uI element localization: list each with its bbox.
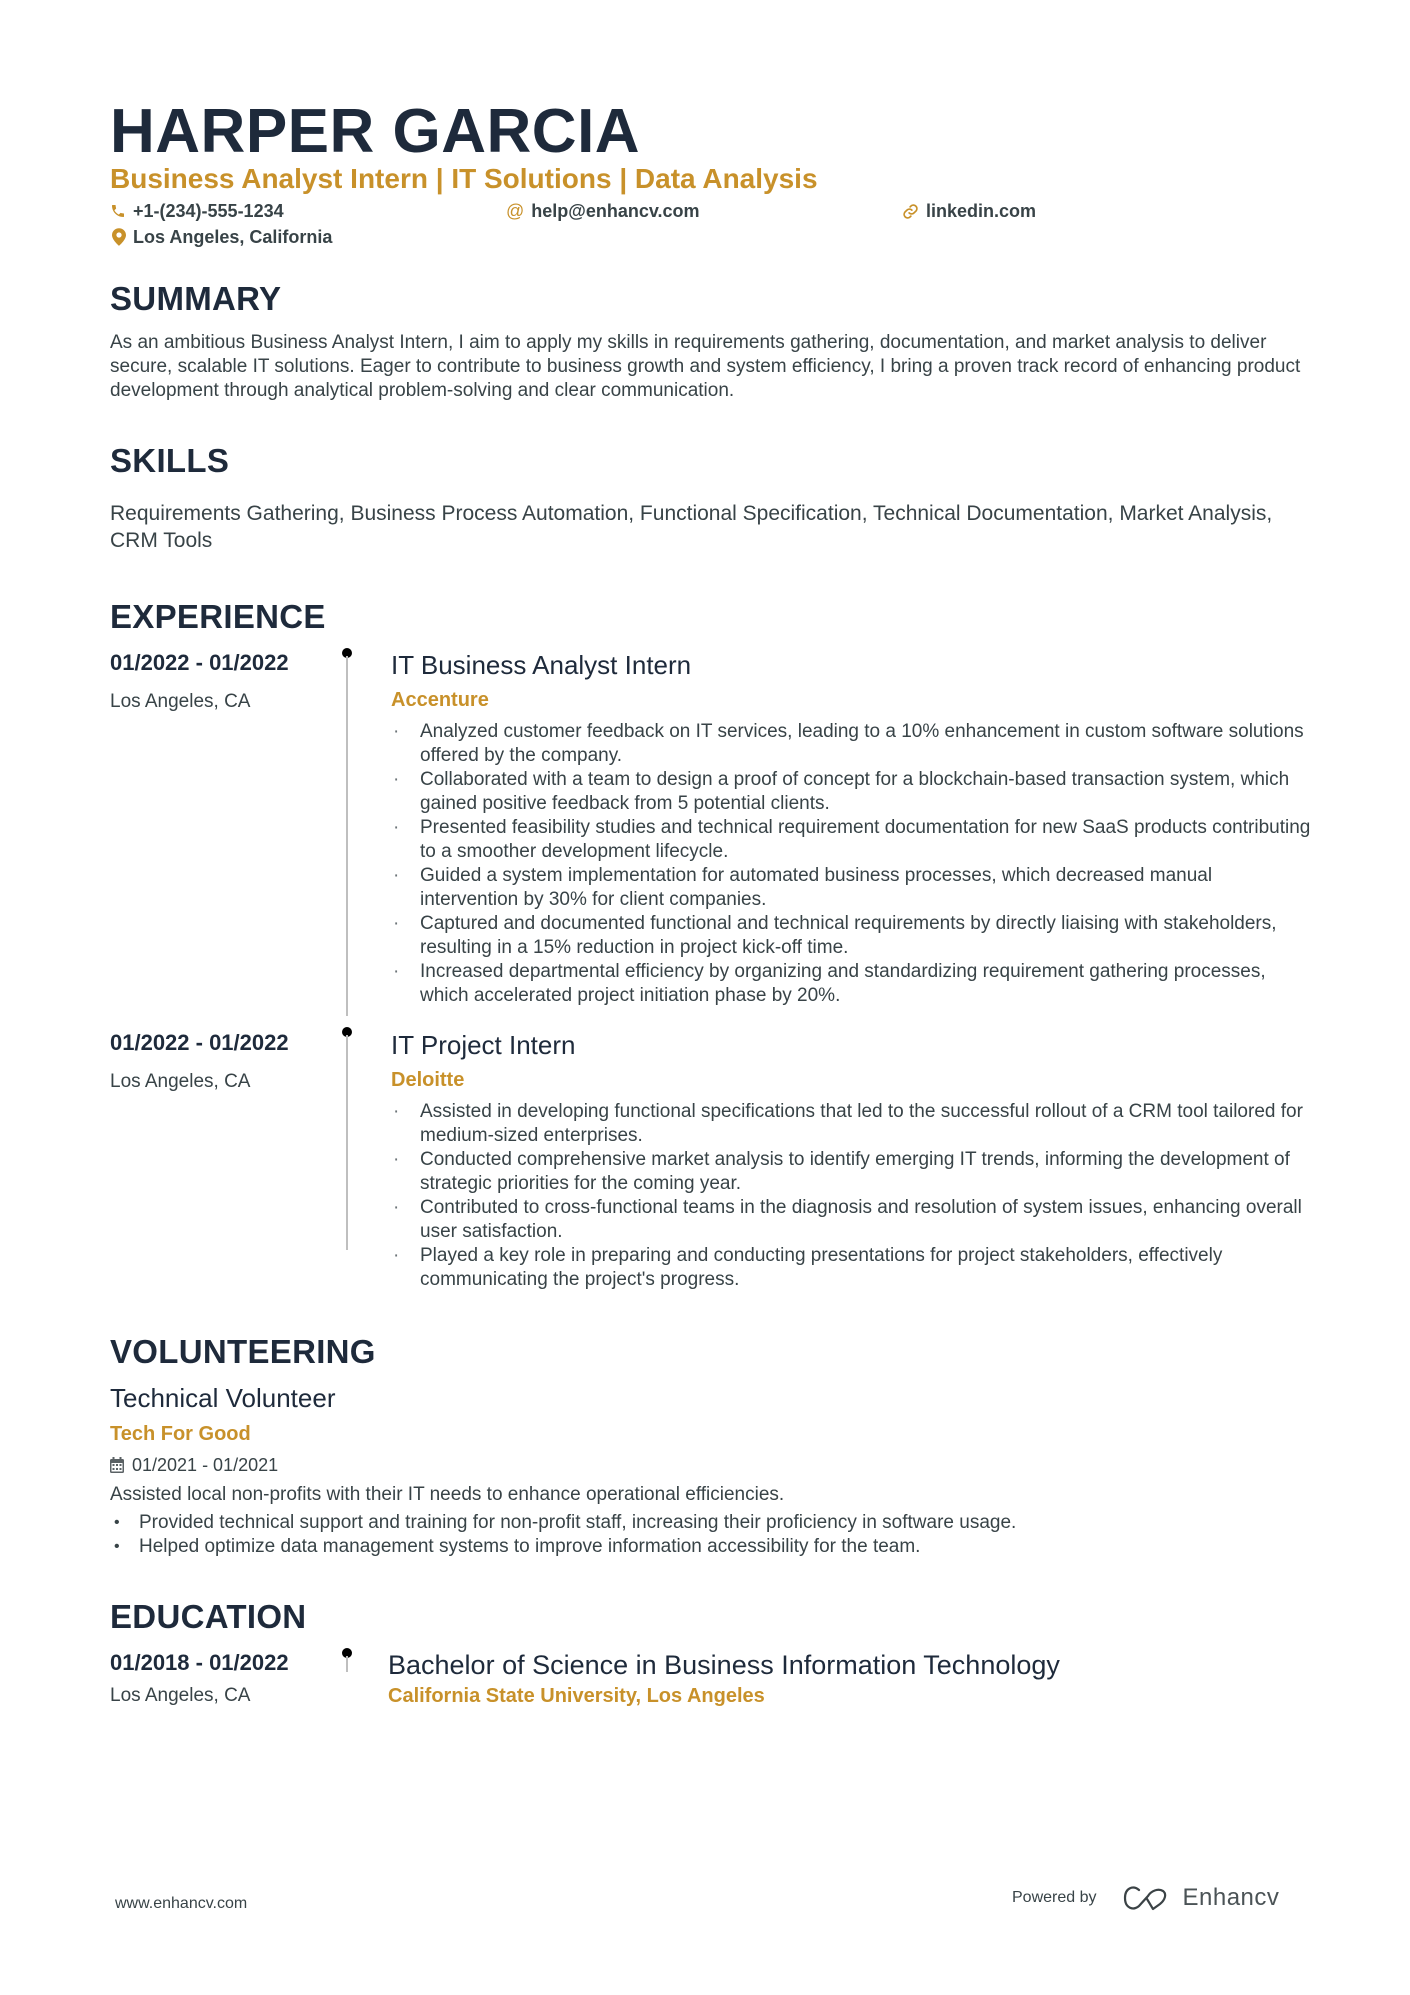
contact-location [112, 226, 332, 248]
brand-name: Enhancv [1182, 1884, 1280, 1911]
experience-role: IT Project Intern [391, 1030, 576, 1060]
bullet-item: · Conducted comprehensive market analysis to identify emerging IT trends, informing the development of strategic priorities for the coming year. [391, 1148, 1311, 1196]
volunteering-bullets [110, 1511, 1310, 1559]
experience-bullets [391, 720, 1311, 1008]
experience-company: Accenture [391, 689, 489, 711]
volunteering-description: Assisted local non-profits with their IT needs to enhance operational efficiencies. [110, 1484, 785, 1505]
experience-location: Los Angeles, CA [110, 691, 251, 712]
bullet-item: · Presented feasibility studies and technical requirement documentation for new SaaS products contributing to a smoother development lifecycle. [391, 816, 1311, 864]
skills-text: Requirements Gathering, Business Process Automation, Functional Specification, Technical Documentation, Market Analysis, CRM Tools [110, 502, 1273, 552]
education-location: Los Angeles, CA [110, 1685, 251, 1706]
bullet-item: · Played a key role in preparing and conducting presentations for project stakeholders, effectively communicating the project's progress. [391, 1244, 1311, 1292]
experience-bullets [391, 1100, 1311, 1292]
summary-text: As an ambitious Business Analyst Intern, I aim to apply my skills in requirements gathering, documentation, and market analysis to deliver secure, scalable IT solutions. Eager to contribute to business growth and system efficiency, I bring a proven track record of enhancing product development through analytical problem-solving and clear communication. [110, 332, 1301, 401]
section-title-summary: SUMMARY [110, 280, 282, 317]
section-title-education: EDUCATION [110, 1598, 307, 1635]
contact-link[interactable] [902, 200, 1036, 222]
footer-branding [1012, 1884, 1279, 1912]
timeline-line [346, 1035, 348, 1250]
education-school: California State University, Los Angeles [388, 1685, 765, 1707]
bullet-item: · Captured and documented functional and technical requirements by directly liaising with stakeholders, resulting in a 15% reduction in project kick-off time. [391, 912, 1311, 960]
location-pin-icon [112, 228, 126, 246]
email-text[interactable]: help@enhancv.com [531, 201, 700, 221]
section-title-experience: EXPERIENCE [110, 598, 326, 635]
enhancv-logo-icon [1123, 1885, 1169, 1911]
bullet-item: · Assisted in developing functional specifications that led to the successful rollout of a CRM tool tailored for medium-sized enterprises. [391, 1100, 1311, 1148]
powered-by-text: Powered by [1012, 1889, 1097, 1906]
volunteering-dates [110, 1453, 278, 1477]
bullet-item: • Provided technical support and training for non-profit staff, increasing their proficiency in software usage. [110, 1511, 1310, 1535]
calendar-icon [110, 1457, 124, 1473]
phone-icon [110, 203, 126, 219]
contact-email[interactable] [506, 200, 700, 222]
section-title-skills: SKILLS [110, 442, 230, 479]
section-title-volunteering: VOLUNTEERING [110, 1333, 376, 1370]
bullet-item: · Contributed to cross-functional teams in the diagnosis and resolution of system issues, enhancing overall user satisfaction. [391, 1196, 1311, 1244]
volunteering-role: Technical Volunteer [110, 1383, 336, 1413]
link-icon [902, 203, 919, 220]
contact-phone [110, 200, 284, 222]
volunteering-organization: Tech For Good [110, 1423, 251, 1445]
experience-role: IT Business Analyst Intern [391, 650, 692, 680]
timeline-line [346, 1656, 348, 1672]
experience-dates: 01/2022 - 01/2022 [110, 650, 289, 675]
education-degree: Bachelor of Science in Business Information Technology [388, 1650, 1060, 1680]
location-text: Los Angeles, California [133, 227, 333, 247]
experience-location: Los Angeles, CA [110, 1071, 251, 1092]
bullet-item: · Increased departmental efficiency by organizing and standardizing requirement gathering processes, which accelerated project initiation phase by 20%. [391, 960, 1311, 1008]
candidate-headline: Business Analyst Intern | IT Solutions | Data Analysis [110, 163, 818, 194]
experience-company: Deloitte [391, 1069, 465, 1091]
timeline-line [346, 656, 348, 1016]
bullet-item: · Collaborated with a team to design a proof of concept for a blockchain-based transaction system, which gained positive feedback from 5 potential clients. [391, 768, 1311, 816]
experience-dates: 01/2022 - 01/2022 [110, 1030, 289, 1055]
education-dates: 01/2018 - 01/2022 [110, 1650, 289, 1675]
footer-website[interactable]: www.enhancv.com [115, 1895, 248, 1912]
volunteering-dates-text: 01/2021 - 01/2021 [132, 1455, 279, 1475]
phone-text: +1-(234)-555-1234 [133, 201, 284, 221]
at-icon: @ [506, 201, 525, 221]
link-text[interactable]: linkedin.com [926, 201, 1037, 221]
enhancv-brand[interactable] [1123, 1884, 1280, 1912]
bullet-item: · Guided a system implementation for automated business processes, which decreased manual intervention by 30% for client companies. [391, 864, 1311, 912]
bullet-item: • Helped optimize data management systems to improve information accessibility for the team. [110, 1535, 1310, 1559]
bullet-item: · Analyzed customer feedback on IT services, leading to a 10% enhancement in custom software solutions offered by the company. [391, 720, 1311, 768]
candidate-name: HARPER GARCIA [110, 97, 641, 166]
